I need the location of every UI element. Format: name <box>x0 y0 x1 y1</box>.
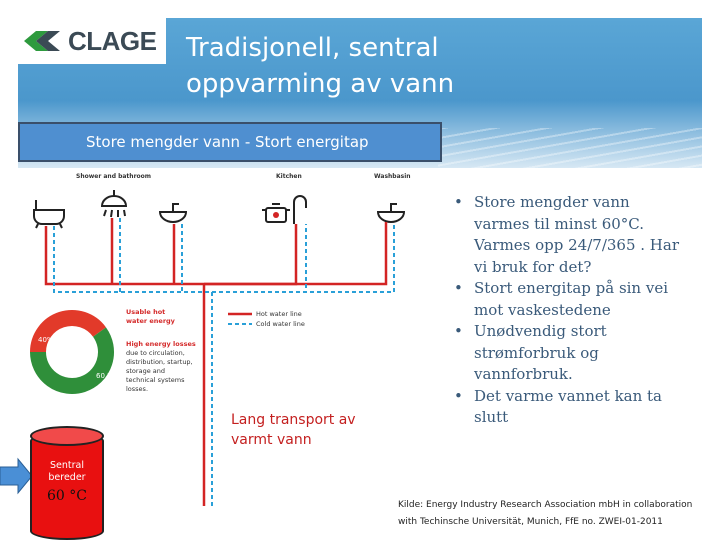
subtitle-bar <box>18 122 442 162</box>
tank-temperature: 60 °C <box>47 488 87 504</box>
cooking-pot-icon <box>262 204 290 222</box>
donut-usable-percent: 40% <box>38 336 54 344</box>
donut-loss-percent: 60 % <box>96 372 114 380</box>
kitchen-faucet-icon <box>294 196 306 224</box>
title-line-2: oppvarming av vann <box>186 69 455 99</box>
usable-label-line-2: water energy <box>126 317 175 325</box>
legend-hot-label: Hot water line <box>256 310 302 318</box>
sink-icon-washbasin <box>378 204 404 222</box>
tank-label <box>34 460 100 484</box>
loss-note-line-6: losses. <box>126 385 149 393</box>
shower-icon <box>102 190 126 217</box>
bullet-item: • Stort energitap på sin vei mot vaskestedene <box>450 278 682 321</box>
legend <box>228 310 305 328</box>
loss-note-line-4: storage and <box>126 367 165 375</box>
slide-title <box>186 30 546 102</box>
bullet-item: • Det varme vannet kan ta slutt <box>450 386 682 429</box>
usable-label-line-1: Usable hot <box>126 308 166 316</box>
title-line-1: Tradisjonell, sentral <box>186 33 439 63</box>
loss-note-line-1: High energy losses <box>126 340 196 348</box>
source-line-2: with Techinsche Universität, Munich, FfE no. ZWEI-01-2011 <box>398 517 663 527</box>
loss-note-line-5: technical systems <box>126 376 185 384</box>
section-washbasin-label: Washbasin <box>374 173 411 180</box>
legend-cold-label: Cold water line <box>256 320 305 328</box>
transport-note <box>231 410 391 450</box>
logo-text: CLAGE <box>68 25 157 56</box>
transport-note-line-2: varmt vann <box>231 432 312 448</box>
source-citation <box>398 497 698 531</box>
subtitle-text: Store mengder vann - Stort energitap <box>86 133 369 151</box>
donut-inner-ring <box>47 327 97 377</box>
bullet-item: • Store mengder vann varmes til minst 60°C. Varmes opp 24/7/365 . Har vi bruk for det? <box>450 192 682 278</box>
bullet-list <box>450 192 682 429</box>
cold-inlet-arrow-icon <box>0 457 34 495</box>
section-shower-label: Shower and bathroom <box>76 173 152 180</box>
loss-note-line-2: due to circulation, <box>126 349 185 357</box>
bathtub-icon <box>34 200 64 228</box>
clage-logo <box>18 18 166 64</box>
tank-label-line-1: Sentral <box>50 460 84 471</box>
bullet-item: • Unødvendig stort strømforbruk og vannforbruk. <box>450 321 682 386</box>
tank-label-line-2: bereder <box>48 472 86 483</box>
central-water-heater <box>30 432 104 540</box>
clage-logo-mark-icon <box>22 28 62 54</box>
central-water-heater-top <box>30 426 104 446</box>
transport-note-line-1: Lang transport av <box>231 412 356 428</box>
loss-note-line-3: distribution, startup, <box>126 358 193 366</box>
source-line-1: Kilde: Energy Industry Research Association mbH in collaboration <box>398 500 693 510</box>
sink-icon-bathroom <box>160 204 186 222</box>
section-kitchen-label: Kitchen <box>276 173 302 180</box>
